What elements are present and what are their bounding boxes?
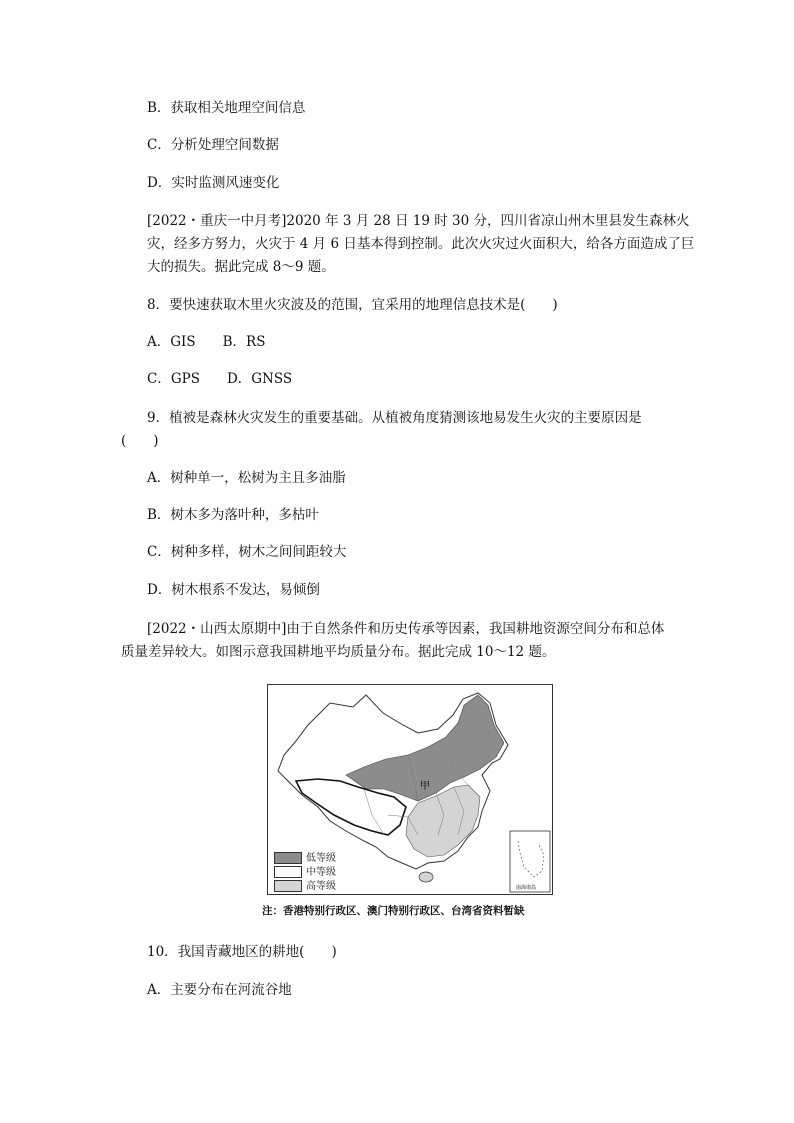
q9-option-a: A．树种单一，松树为主且多油脂 [147, 470, 346, 486]
legend-label-low: 低等级 [306, 853, 336, 864]
intro2-line1: [2022・山西太原期中]由于自然条件和历史传承等因素，我国耕地资源空间分布和总体 [147, 621, 665, 637]
legend-label-mid: 中等级 [306, 867, 336, 878]
q8-stem: 8．要快速获取木里火灾波及的范围，宜采用的地理信息技术是( ) [147, 297, 558, 313]
q9-option-d: D．树木根系不发达，易倾倒 [147, 582, 320, 598]
legend-swatch-high [274, 880, 302, 892]
intro1-line1: [2022・重庆一中月考]2020 年 3 月 28 日 19 时 30 分，四川省凉山州木里县发生森林火 [147, 213, 690, 229]
hainan-island [419, 872, 433, 882]
intro2-line2: 质量差异较大。如图示意我国耕地平均质量分布。据此完成 10～12 题。 [121, 644, 556, 660]
legend-high [274, 877, 336, 892]
q10-stem: 10．我国青藏地区的耕地( ) [147, 944, 337, 960]
legend-low [274, 849, 336, 864]
label-jia: 甲 [420, 781, 430, 792]
china-cropland-quality-map [267, 684, 553, 895]
q10-option-a: A．主要分布在河流谷地 [147, 982, 292, 998]
legend-label-high: 高等级 [306, 881, 336, 892]
intro1-line2: 灾，经多方努力，火灾于 4 月 6 日基本得到控制。此次火灾过火面积大，给各方面造成了巨 [147, 236, 695, 252]
inset-label: 南海诸岛 [516, 885, 537, 891]
q9-stem-line1: 9．植被是森林火灾发生的重要基础。从植被角度猜测该地易发生火灾的主要原因是 [147, 410, 642, 426]
south-china-sea-inset [510, 831, 550, 892]
legend-mid [274, 863, 336, 878]
option-d: D．实时监测风速变化 [147, 175, 280, 191]
q8-options-ab: A．GIS B．RS [147, 334, 266, 350]
q9-stem-line2: ( ) [121, 433, 159, 449]
q9-option-c: C．树种多样，树木之间间距较大 [147, 544, 347, 560]
q8-options-cd: C．GPS D．GNSS [147, 371, 293, 387]
intro1-line3: 大的损失。据此完成 8～9 题。 [147, 259, 335, 275]
map-note: 注：香港特别行政区、澳门特别行政区、台湾省资料暂缺 [262, 905, 525, 917]
option-b: B．获取相关地理空间信息 [147, 100, 306, 116]
q9-option-b: B．树木多为落叶种，多枯叶 [147, 507, 319, 523]
option-c: C．分析处理空间数据 [147, 137, 279, 153]
